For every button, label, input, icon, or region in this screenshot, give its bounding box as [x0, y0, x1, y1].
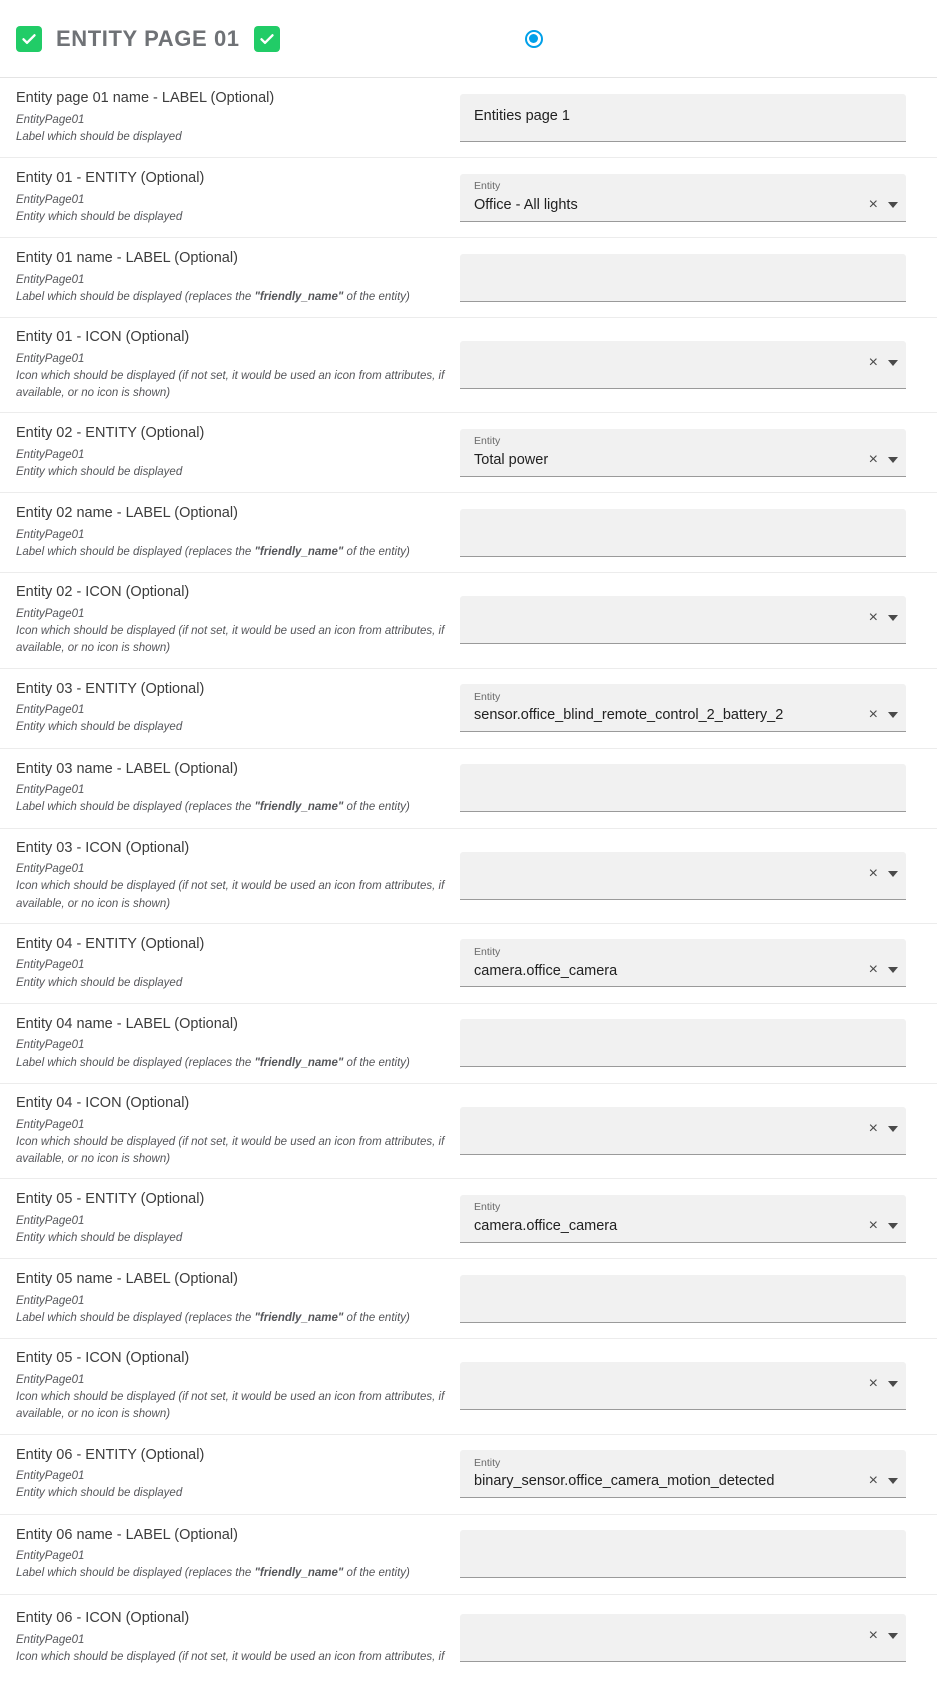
- row-label: Entity 03 name - LABEL (Optional): [16, 760, 238, 777]
- row-description: [16, 1230, 446, 1247]
- text-input[interactable]: [460, 509, 906, 557]
- radio-dot-icon: [529, 34, 538, 43]
- row-description-emphasis: "friendly_name": [254, 290, 344, 303]
- text-input[interactable]: [460, 1530, 906, 1578]
- field-icons: [869, 610, 898, 628]
- row-description-tail: of the entity): [343, 1056, 410, 1069]
- field-value[interactable]: [474, 1033, 898, 1052]
- entity-select[interactable]: [460, 684, 906, 732]
- field-content: [474, 1121, 861, 1140]
- row-label-group: [16, 1190, 460, 1247]
- field-value[interactable]: [474, 1121, 861, 1140]
- row-label: Entity 01 name - LABEL (Optional): [16, 249, 238, 266]
- row-control-group: [460, 1107, 921, 1155]
- chevron-down-icon[interactable]: [888, 1478, 898, 1484]
- row-description-text: Label which should be displayed (replaces the: [16, 290, 255, 303]
- field-value[interactable]: [474, 778, 898, 797]
- row-label-group: [16, 760, 460, 817]
- row-description-emphasis: "friendly_name": [254, 546, 344, 559]
- settings-row: [0, 1515, 937, 1595]
- row-label-group: [16, 583, 460, 657]
- row-description-text: Entity which should be displayed: [16, 1232, 183, 1245]
- row-control-group: [460, 764, 921, 812]
- settings-row: [0, 924, 937, 1004]
- field-icons: [869, 866, 898, 884]
- settings-row: [0, 1595, 937, 1681]
- text-input[interactable]: [460, 1275, 906, 1323]
- settings-row: [0, 318, 937, 413]
- field-icons: [869, 452, 898, 470]
- radio-selected[interactable]: [525, 30, 543, 48]
- settings-row: [0, 1084, 937, 1179]
- row-label: Entity 04 - ENTITY (Optional): [16, 935, 205, 952]
- row-label: Entity 02 - ICON (Optional): [16, 584, 190, 601]
- row-group-name: EntityPage01: [16, 704, 85, 717]
- row-control-group: [460, 254, 921, 302]
- row-label-group: [16, 328, 460, 402]
- settings-row: [0, 1339, 937, 1434]
- settings-row: [0, 1004, 937, 1084]
- row-group-name: EntityPage01: [16, 1214, 85, 1227]
- field-icons: [869, 1628, 898, 1646]
- row-label: Entity 06 - ICON (Optional): [16, 1610, 190, 1627]
- clear-icon[interactable]: ×: [868, 1375, 878, 1393]
- settings-row: [0, 413, 937, 493]
- row-group-name: EntityPage01: [16, 193, 85, 206]
- settings-row: [0, 749, 937, 829]
- row-description-tail: of the entity): [343, 1567, 410, 1580]
- row-description: [16, 878, 446, 913]
- field-value[interactable]: [474, 1627, 861, 1646]
- row-description: [16, 623, 446, 658]
- field-value[interactable]: [474, 1288, 898, 1307]
- row-group-name: EntityPage01: [16, 1373, 85, 1386]
- entity-select[interactable]: [460, 596, 906, 644]
- field-icons: [869, 1473, 898, 1491]
- row-label: Entity 01 - ICON (Optional): [16, 329, 190, 345]
- settings-row: [0, 238, 937, 318]
- row-control-group: [460, 1450, 921, 1498]
- row-label: Entity 02 - ENTITY (Optional): [16, 425, 205, 442]
- row-control-group: [460, 684, 921, 732]
- field-icons: [869, 355, 898, 373]
- field-value[interactable]: binary_sensor.office_camera_motion_detected: [474, 1473, 775, 1490]
- row-description-text: Icon which should be displayed (if not set, it would be used an icon from attributes, if available, or no icon is shown): [16, 625, 445, 655]
- field-icons: [869, 1121, 898, 1139]
- field-content: [474, 267, 898, 286]
- row-description-text: Icon which should be displayed (if not set, it would be used an icon from attributes, if: [16, 1650, 445, 1663]
- field-content: [474, 691, 861, 725]
- clear-icon[interactable]: ×: [868, 1626, 878, 1644]
- row-label-group: [16, 1349, 460, 1423]
- field-caption: Entity: [474, 180, 501, 193]
- field-icons: [869, 1376, 898, 1394]
- settings-row: [0, 158, 937, 238]
- row-label-group: [16, 1094, 460, 1168]
- row-label: Entity 05 name - LABEL (Optional): [16, 1271, 238, 1288]
- field-value[interactable]: [474, 865, 861, 884]
- clear-icon[interactable]: ×: [868, 195, 878, 213]
- text-input[interactable]: [460, 1019, 906, 1067]
- row-control-group: [460, 509, 921, 557]
- field-content: [474, 1457, 861, 1491]
- row-description: [16, 1649, 446, 1666]
- settings-row: [0, 669, 937, 749]
- chevron-down-icon[interactable]: [888, 1223, 898, 1229]
- row-description: [16, 544, 446, 561]
- clear-icon[interactable]: ×: [868, 864, 878, 882]
- row-control-group: [460, 1530, 921, 1578]
- row-control-group: [460, 1019, 921, 1067]
- settings-row: [0, 78, 937, 158]
- row-description-text: Entity which should be displayed: [16, 1487, 183, 1500]
- row-group-name: EntityPage01: [16, 352, 85, 365]
- settings-row: [0, 493, 937, 573]
- row-control-group: [460, 1275, 921, 1323]
- row-description-text: Icon which should be displayed (if not set, it would be used an icon from attributes, if available, or no icon is shown): [16, 369, 445, 400]
- row-description-text: Label which should be displayed (replaces the: [16, 546, 255, 559]
- chevron-down-icon[interactable]: [888, 615, 898, 621]
- clear-icon[interactable]: ×: [868, 961, 878, 979]
- field-caption: Entity: [474, 435, 501, 448]
- row-label-group: [16, 249, 460, 306]
- row-description: [16, 1389, 446, 1424]
- field-content: [474, 610, 861, 629]
- row-control-group: [460, 94, 921, 142]
- row-description-text: Entity which should be displayed: [16, 466, 183, 479]
- settings-row: [0, 829, 937, 924]
- field-content: [474, 1627, 861, 1646]
- field-content: [474, 180, 861, 214]
- field-value[interactable]: [474, 522, 898, 541]
- row-label: Entity 03 - ICON (Optional): [16, 839, 190, 856]
- chevron-down-icon[interactable]: [888, 1126, 898, 1132]
- row-group-name: EntityPage01: [16, 528, 85, 541]
- row-description-text: Label which should be displayed (replaces the: [16, 801, 255, 814]
- row-label: Entity 02 name - LABEL (Optional): [16, 505, 238, 522]
- page-title: ENTITY PAGE 01: [56, 25, 240, 51]
- row-control-group: [460, 174, 921, 222]
- row-group-name: EntityPage01: [16, 1039, 85, 1052]
- row-group-name: EntityPage01: [16, 607, 85, 620]
- row-description: [16, 209, 446, 226]
- panel-header: [0, 0, 937, 78]
- entity-select[interactable]: [460, 939, 906, 987]
- field-value[interactable]: camera.office_camera: [474, 1217, 618, 1234]
- row-label-group: [16, 1446, 460, 1503]
- row-description-tail: of the entity): [343, 1312, 410, 1325]
- chevron-down-icon[interactable]: [888, 360, 898, 366]
- field-caption: Entity: [474, 1456, 501, 1469]
- chevron-down-icon[interactable]: [888, 871, 898, 877]
- settings-row: [0, 1259, 937, 1339]
- field-icons: [869, 1218, 898, 1236]
- row-group-name: EntityPage01: [16, 1633, 85, 1646]
- row-label-group: [16, 424, 460, 481]
- row-description: [16, 975, 446, 992]
- row-label-group: [16, 1609, 460, 1666]
- row-label: Entity page 01 name - LABEL (Optional): [16, 89, 275, 106]
- text-input[interactable]: [460, 764, 906, 812]
- row-label: Entity 06 name - LABEL (Optional): [16, 1526, 238, 1543]
- row-description-text: Icon which should be displayed (if not set, it would be used an icon from attributes, if available, or no icon is shown): [16, 1391, 445, 1421]
- clear-icon[interactable]: ×: [868, 1120, 878, 1138]
- field-value[interactable]: Entities page 1: [474, 108, 570, 125]
- entity-select[interactable]: [460, 1362, 906, 1410]
- field-value[interactable]: Total power: [474, 451, 549, 468]
- chevron-down-icon[interactable]: [888, 712, 898, 718]
- entity-select[interactable]: [460, 341, 906, 389]
- row-description: [16, 289, 446, 306]
- chevron-down-icon[interactable]: [888, 202, 898, 208]
- row-description-text: Label which should be displayed (replaces the: [16, 1056, 255, 1069]
- field-content: [474, 865, 861, 884]
- row-group-name: EntityPage01: [16, 273, 85, 286]
- field-content: [474, 522, 898, 541]
- row-description: [16, 1310, 446, 1327]
- field-content: [474, 1033, 898, 1052]
- row-description-emphasis: "friendly_name": [254, 1312, 344, 1325]
- row-description-text: Entity which should be displayed: [16, 721, 183, 734]
- row-group-name: EntityPage01: [16, 1470, 85, 1483]
- field-content: [474, 778, 898, 797]
- chevron-down-icon[interactable]: [888, 457, 898, 463]
- row-group-name: EntityPage01: [16, 1118, 85, 1131]
- row-description-text: Entity which should be displayed: [16, 976, 183, 989]
- row-label-group: [16, 839, 460, 913]
- settings-row-list: [0, 78, 937, 1681]
- row-control-group: [460, 852, 921, 900]
- field-content: [474, 355, 861, 374]
- clear-icon[interactable]: ×: [868, 354, 878, 372]
- field-value[interactable]: [474, 355, 861, 374]
- row-control-group: [460, 341, 921, 389]
- field-icons: [869, 707, 898, 725]
- header-checkbox-left[interactable]: [16, 26, 42, 52]
- field-content: [474, 946, 861, 980]
- text-input[interactable]: [460, 254, 906, 302]
- row-description-text: Label which should be displayed (replaces the: [16, 1567, 255, 1580]
- chevron-down-icon[interactable]: [888, 967, 898, 973]
- row-description-emphasis: "friendly_name": [254, 1056, 344, 1069]
- row-control-group: [460, 1195, 921, 1243]
- row-label-group: [16, 935, 460, 992]
- entity-select[interactable]: [460, 1195, 906, 1243]
- row-label-group: [16, 504, 460, 561]
- row-description: [16, 1055, 446, 1072]
- row-label-group: [16, 89, 460, 146]
- field-value[interactable]: Office - All lights: [474, 196, 578, 213]
- field-content: [474, 1544, 898, 1563]
- field-content: [474, 107, 898, 126]
- row-control-group: [460, 1362, 921, 1410]
- clear-icon[interactable]: ×: [868, 706, 878, 724]
- field-content: [474, 1201, 861, 1235]
- row-group-name: EntityPage01: [16, 113, 85, 126]
- row-description-text: Icon which should be displayed (if not set, it would be used an icon from attributes, if available, or no icon is shown): [16, 880, 445, 910]
- entity-select[interactable]: [460, 852, 906, 900]
- row-label-group: [16, 1270, 460, 1327]
- field-content: [474, 435, 861, 469]
- row-description-text: Label which should be displayed: [16, 130, 182, 143]
- field-icons: [869, 197, 898, 215]
- row-group-name: EntityPage01: [16, 959, 85, 972]
- row-label: Entity 05 - ICON (Optional): [16, 1350, 190, 1367]
- text-input[interactable]: [460, 94, 906, 142]
- row-description: [16, 799, 446, 816]
- row-description-text: Label which should be displayed (replaces the: [16, 1312, 255, 1325]
- row-description-text: Icon which should be displayed (if not set, it would be used an icon from attributes, if available, or no icon is shown): [16, 1135, 445, 1165]
- row-group-name: EntityPage01: [16, 863, 85, 876]
- entity-select[interactable]: [460, 429, 906, 477]
- row-label: Entity 03 - ENTITY (Optional): [16, 680, 205, 697]
- row-group-name: EntityPage01: [16, 1294, 85, 1307]
- field-icons: [869, 962, 898, 980]
- clear-icon[interactable]: ×: [868, 1216, 878, 1234]
- row-label-group: [16, 1015, 460, 1072]
- field-value[interactable]: [474, 1544, 898, 1563]
- row-label: Entity 04 - ICON (Optional): [16, 1094, 190, 1111]
- chevron-down-icon[interactable]: [888, 1633, 898, 1639]
- field-content: [474, 1376, 861, 1395]
- row-description: [16, 1565, 446, 1582]
- entity-select[interactable]: [460, 1450, 906, 1498]
- clear-icon[interactable]: ×: [868, 609, 878, 627]
- row-label: Entity 06 - ENTITY (Optional): [16, 1446, 205, 1463]
- row-label-group: [16, 1526, 460, 1583]
- row-label-group: [16, 680, 460, 737]
- row-description: [16, 1134, 446, 1169]
- row-control-group: [460, 1614, 921, 1662]
- field-caption: Entity: [474, 946, 501, 958]
- row-description-text: Entity which should be displayed: [16, 210, 183, 223]
- field-value[interactable]: camera.office_camera: [474, 962, 618, 979]
- entity-select[interactable]: [460, 174, 906, 222]
- row-label: Entity 05 - ENTITY (Optional): [16, 1191, 205, 1208]
- row-description: [16, 464, 446, 481]
- field-value[interactable]: [474, 1376, 861, 1395]
- header-checkbox-right[interactable]: [254, 26, 280, 52]
- row-description: [16, 129, 446, 146]
- row-description: [16, 368, 446, 403]
- field-value[interactable]: [474, 610, 861, 629]
- row-control-group: [460, 429, 921, 477]
- row-description: [16, 1485, 446, 1502]
- field-caption: Entity: [474, 1201, 501, 1214]
- entity-select[interactable]: [460, 1107, 906, 1155]
- row-label: Entity 04 name - LABEL (Optional): [16, 1015, 238, 1032]
- chevron-down-icon[interactable]: [888, 1381, 898, 1387]
- row-label-group: [16, 169, 460, 226]
- field-value[interactable]: sensor.office_blind_remote_control_2_battery_2: [474, 707, 784, 724]
- entity-select[interactable]: [460, 1614, 906, 1662]
- row-control-group: [460, 596, 921, 644]
- row-description-emphasis: "friendly_name": [254, 801, 344, 814]
- field-content: [474, 1288, 898, 1307]
- header-radio-group[interactable]: [525, 30, 543, 48]
- row-group-name: EntityPage01: [16, 1550, 85, 1563]
- row-description: [16, 719, 446, 736]
- settings-row: [0, 1179, 937, 1259]
- clear-icon[interactable]: ×: [868, 450, 878, 468]
- row-description-tail: of the entity): [343, 801, 410, 814]
- row-description-tail: of the entity): [343, 546, 410, 559]
- row-label: Entity 01 - ENTITY (Optional): [16, 169, 205, 186]
- settings-row: [0, 573, 937, 668]
- row-description-tail: of the entity): [343, 290, 410, 303]
- field-caption: Entity: [474, 690, 501, 703]
- settings-row: [0, 1435, 937, 1515]
- row-group-name: EntityPage01: [16, 784, 85, 797]
- row-group-name: EntityPage01: [16, 448, 85, 461]
- row-control-group: [460, 939, 921, 987]
- field-value[interactable]: [474, 267, 898, 286]
- row-description-emphasis: "friendly_name": [254, 1567, 344, 1580]
- clear-icon[interactable]: ×: [868, 1472, 878, 1490]
